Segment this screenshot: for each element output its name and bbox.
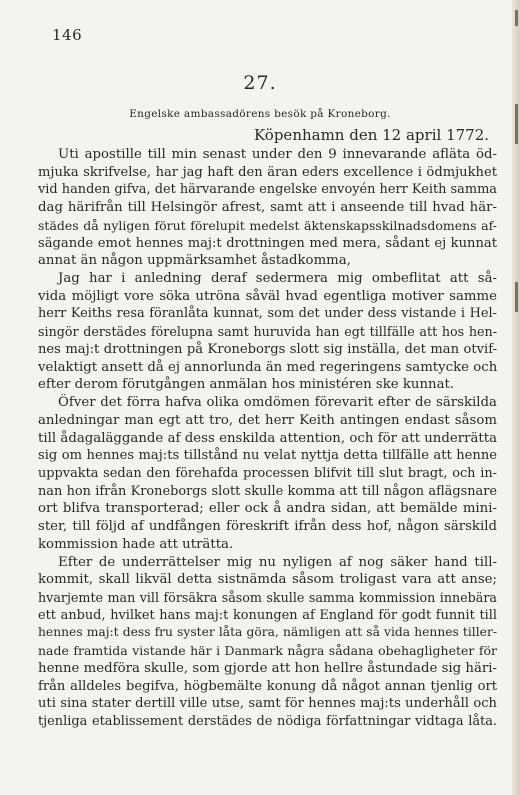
letter-subject: Engelske ambassadörens besök på Kroneborg.: [129, 108, 391, 120]
text-line: dag härifrån till Helsingör afrest, samt att i anseende till hvad här-: [38, 200, 497, 216]
text-line: efter derom förutgången anmälan hos ministéren ske kunnat.: [38, 377, 455, 393]
text-line: velaktigt ansett då ej annorlunda än med regeringens samtycke och: [38, 359, 497, 375]
text-line: vid handen gifva, det härvarande engelske envoyén herr Keith samma: [38, 182, 497, 198]
text-line: anledningar man egt att tro, det herr Keith antingen endast såsom: [38, 412, 497, 428]
letter-number: 27.: [243, 72, 277, 94]
text-line: ett anbud, hvilket hans maj:t konungen af England för godt funnit till: [38, 607, 497, 623]
text-line: Efter de underrättelser mig nu nyligen af nog säker hand till-: [58, 554, 497, 570]
text-line: nan hon ifrån Kroneborgs slott skulle komma att till någon aflägsnare: [38, 483, 497, 499]
text-line: sig om hennes maj:ts tillstånd nu velat nyttja detta tillfälle att henne: [38, 448, 497, 464]
text-line: ster, till följd af undfången föreskrift ifrån dess hof, någon särskild: [38, 519, 497, 535]
text-line: nes maj:t drottningen på Kroneborgs slott sig inställa, det man otvif-: [38, 341, 497, 357]
text-line: uppvakta sedan den förehafda processen blifvit till slut bragt, och in-: [38, 465, 497, 481]
text-line: sägande emot hennes maj:t drottningen med mera, sådant ej kunnat: [38, 235, 497, 251]
text-line: nade framtida vistande här i Danmark några sådana obehagligheter för: [38, 643, 497, 659]
dateline: Köpenhamn den 12 april 1772.: [254, 126, 490, 144]
text-line: singör derstädes förelupna samt huruvida han egt tillfälle att hos hen-: [38, 324, 497, 340]
text-line: vida möjligt vore söka utröna såväl hvad egentliga motiver samme: [38, 288, 497, 304]
page-number: 146: [52, 26, 83, 44]
text-line: hennes maj:t dess fru syster låta göra, nämligen att så vida hennes tiller-: [38, 625, 497, 640]
text-line: annat än någon uppmärksamhet åstadkomma,: [38, 253, 351, 269]
text-line: städes då nyligen förut förelupit medelst äktenskapsskilnadsdomens af-: [38, 217, 497, 233]
text-line: Uti apostille till min senast under den 9 innevarande afläta öd-: [58, 147, 497, 162]
text-line: ort blifva transporterad; eller ock å andra sidan, att bemälde mini-: [38, 501, 497, 517]
text-line: kommit, skall likväl detta sistnämda såsom troligast vara att anse;: [38, 572, 497, 588]
text-line: till ådagaläggande af dess enskilda attention, och för att underrätta: [38, 430, 497, 446]
text-line: uti sina stater dertill ville utse, samt för hennes maj:ts underhåll och: [38, 696, 497, 712]
edge-mark: [515, 282, 518, 312]
text-line: herr Keiths resa föranlåta kunnat, som det under dess vistande i Hel-: [38, 306, 497, 322]
text-line: Jag har i anledning deraf sedermera mig ombeflitat att så-: [58, 271, 497, 287]
text-line: henne medföra skulle, som gjorde att hon hellre åstundade sig häri-: [38, 660, 497, 676]
letter-body: [38, 146, 497, 731]
text-line: kommission hade att uträtta.: [38, 536, 234, 552]
edge-mark: [515, 10, 518, 26]
text-line: mjuka skrifvelse, har jag haft den äran eders excellence i ödmjukhet: [38, 164, 497, 180]
text-line: Öfver det förra hafva olika omdömen förevarit efter de särskilda: [58, 395, 497, 411]
text-line: tjenliga etablissement derstädes de nödiga författningar vidtaga låta.: [38, 714, 497, 729]
text-line: från alldeles begifva, högbemälte konung då något annan tjenlig ort: [38, 678, 497, 694]
text-line: hvarjemte man vill försäkra såsom skulle samma kommission innebära: [38, 589, 497, 605]
